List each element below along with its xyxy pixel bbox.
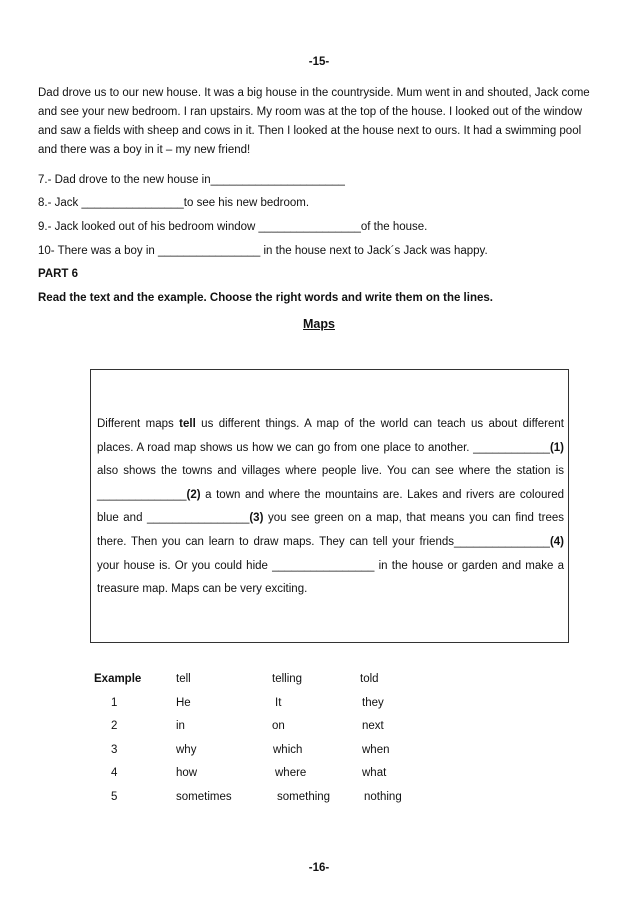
row-number: 2: [111, 720, 118, 732]
option-a: how: [176, 767, 198, 779]
bottom-page-number: -16-: [308, 862, 330, 874]
story-paragraph: Dad drove us to our new house. It was a big house in the countryside. Mum went in and shouted, Jack come and see your new bedroom. I ran upstairs. My room was at the top of the house. I looked out of the window and saw a fields with sheep and cows in it. Then I looked at the house next to ours. It had a swimming pool and there was a boy in it – my new friend!: [38, 87, 590, 156]
part-label: PART 6: [38, 268, 79, 280]
gap-3-label: (3): [249, 512, 264, 525]
option-c: what: [362, 767, 387, 779]
option-a: why: [176, 744, 197, 756]
option-b: something: [277, 791, 331, 803]
gap-1-label: (1): [549, 441, 564, 454]
passage-text-4: a town and where the mountains are. Lakes and rivers are coloured blue and ________________: [97, 488, 564, 525]
word-row-1: [0, 697, 638, 715]
gap-2-label: (2): [186, 488, 201, 501]
passage-text-5: you see green on a map, that means you can find trees there. Then you can learn to draw maps. They can tell your friends_______________: [97, 512, 564, 548]
instruction: Read the text and the example. Choose the right words and write them on the lines.: [38, 292, 493, 304]
option-b: It: [275, 697, 282, 709]
option-b: telling: [272, 673, 303, 685]
passage-text-6: your house is. Or you could hide ________________ in the house or garden and make a treasure map. Maps can be very exciting.: [97, 559, 564, 596]
word-row-5: [0, 791, 638, 809]
word-row-4: [0, 767, 638, 785]
option-a: sometimes: [176, 791, 232, 803]
option-b: where: [275, 767, 307, 779]
option-b: on: [272, 720, 285, 732]
row-number: 3: [111, 744, 118, 756]
option-c: next: [362, 720, 384, 732]
passage-box: [90, 369, 569, 643]
example-label: Example: [94, 673, 142, 685]
page-title: Maps: [303, 317, 335, 331]
option-a: He: [176, 697, 191, 709]
gap-4-label: (4): [549, 535, 564, 548]
option-a: in: [176, 720, 185, 732]
option-c: told: [360, 673, 379, 685]
option-c: when: [362, 744, 390, 756]
example-row: [0, 673, 638, 691]
passage-text: [97, 413, 564, 602]
option-b: which: [273, 744, 303, 756]
question-7: 7.- Dad drove to the new house in_____________________: [38, 174, 345, 186]
option-c: they: [362, 697, 384, 709]
word-row-2: [0, 720, 638, 738]
passage-text-2: us different things. A map of the world can teach us about different places. A road map shows us how we can go from one place to another. ____________: [97, 418, 564, 454]
passage-text-3: also shows the towns and villages where people live. You can see where the station is ______________: [97, 465, 564, 501]
word-row-3: [0, 744, 638, 762]
row-number: 4: [111, 767, 118, 779]
row-number: 5: [111, 791, 118, 803]
passage-text-1: Different maps: [97, 418, 180, 430]
option-c: nothing: [364, 791, 402, 803]
row-number: 1: [111, 697, 118, 709]
example-word: tell: [179, 418, 196, 430]
question-8: 8.- Jack ________________to see his new bedroom.: [38, 197, 310, 209]
top-page-number: -15-: [308, 56, 330, 68]
question-10: 10- There was a boy in ________________ in the house next to Jack´s Jack was happy.: [38, 245, 488, 257]
option-a: tell: [176, 673, 191, 685]
question-9: 9.- Jack looked out of his bedroom window ________________of the house.: [38, 221, 428, 233]
